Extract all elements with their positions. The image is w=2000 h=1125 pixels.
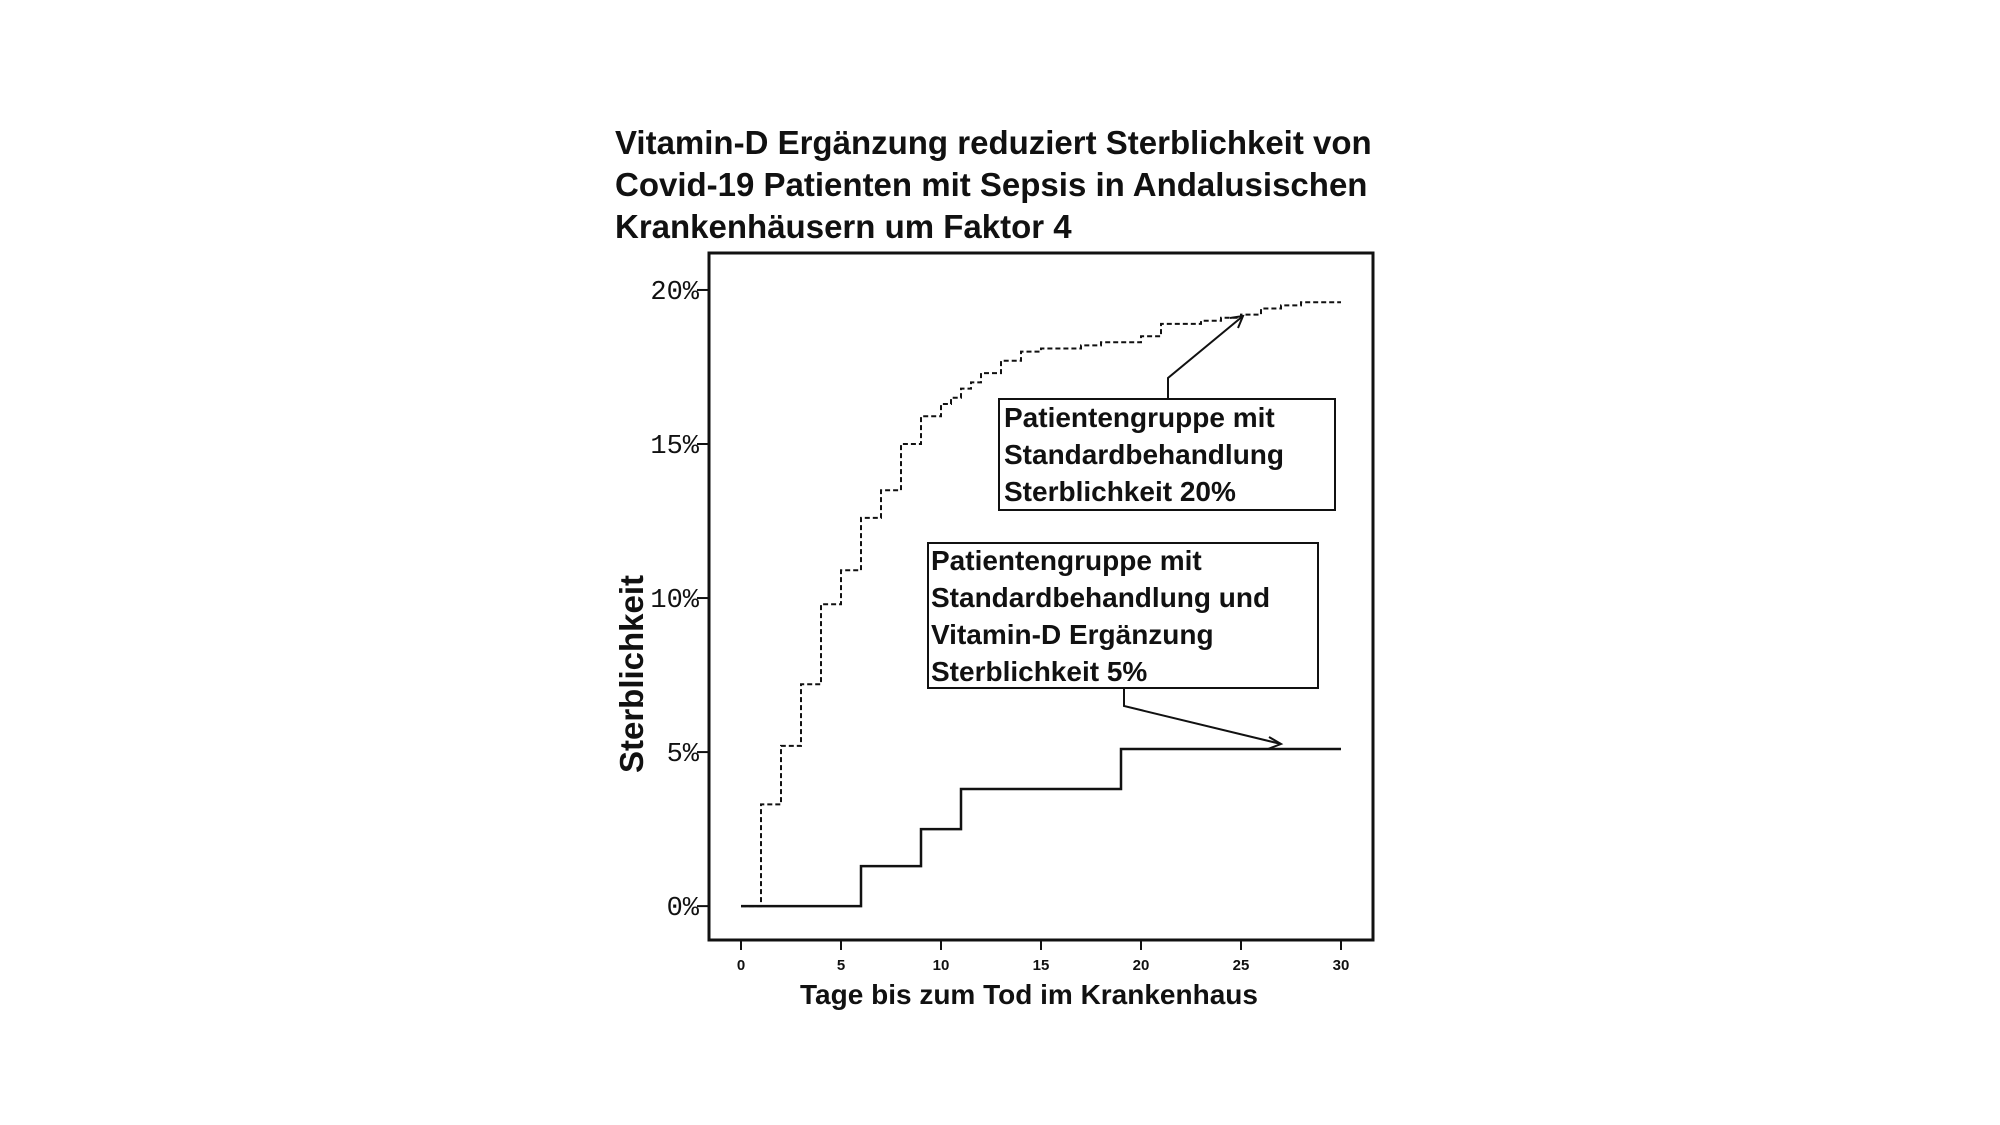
y-tick-label: 5% — [666, 740, 699, 771]
x-tick-label: 25 — [1232, 957, 1250, 974]
title-line-3: Krankenhäusern um Faktor 4 — [615, 208, 1072, 245]
title-line-2: Covid-19 Patienten mit Sepsis in Andalusischen — [615, 166, 1368, 203]
annotation-vitamin-d-line-4: Sterblichkeit 5% — [931, 656, 1148, 687]
annotation-arrow-standard — [1168, 316, 1243, 399]
y-tick-label: 15% — [650, 432, 699, 463]
y-axis — [650, 278, 709, 924]
x-tick-label: 0 — [736, 957, 746, 974]
chart-title — [615, 124, 1372, 245]
annotation-vitamin-d-line-3: Vitamin-D Ergänzung — [931, 619, 1214, 650]
title-line-1: Vitamin-D Ergänzung reduziert Sterblichkeit von — [615, 124, 1372, 161]
series-line-vitamin-d — [741, 749, 1341, 906]
x-tick-label: 5 — [836, 957, 846, 974]
x-axis — [737, 940, 1350, 974]
annotation-standard-line-2: Standardbehandlung — [1004, 439, 1284, 470]
x-tick-label: 20 — [1132, 957, 1150, 974]
annotation-vitamin-d-line-1: Patientengruppe mit — [931, 545, 1202, 576]
x-tick-label: 10 — [932, 957, 950, 974]
annotation-standard — [999, 316, 1335, 510]
annotation-vitamin-d — [928, 543, 1318, 749]
annotation-standard-line-1: Patientengruppe mit — [1004, 402, 1275, 433]
annotation-arrow-vitamin-d — [1124, 688, 1281, 744]
y-axis-label: Sterblichkeit — [613, 574, 650, 774]
y-tick-label: 10% — [650, 586, 699, 617]
y-tick-label: 0% — [666, 894, 699, 925]
y-tick-label: 20% — [650, 277, 699, 308]
x-tick-label: 30 — [1332, 957, 1350, 974]
x-axis-label: Tage bis zum Tod im Krankenhaus — [800, 979, 1258, 1010]
x-tick-label: 15 — [1032, 957, 1050, 974]
annotation-standard-line-3: Sterblichkeit 20% — [1004, 476, 1236, 507]
annotation-vitamin-d-line-2: Standardbehandlung und — [931, 582, 1271, 613]
